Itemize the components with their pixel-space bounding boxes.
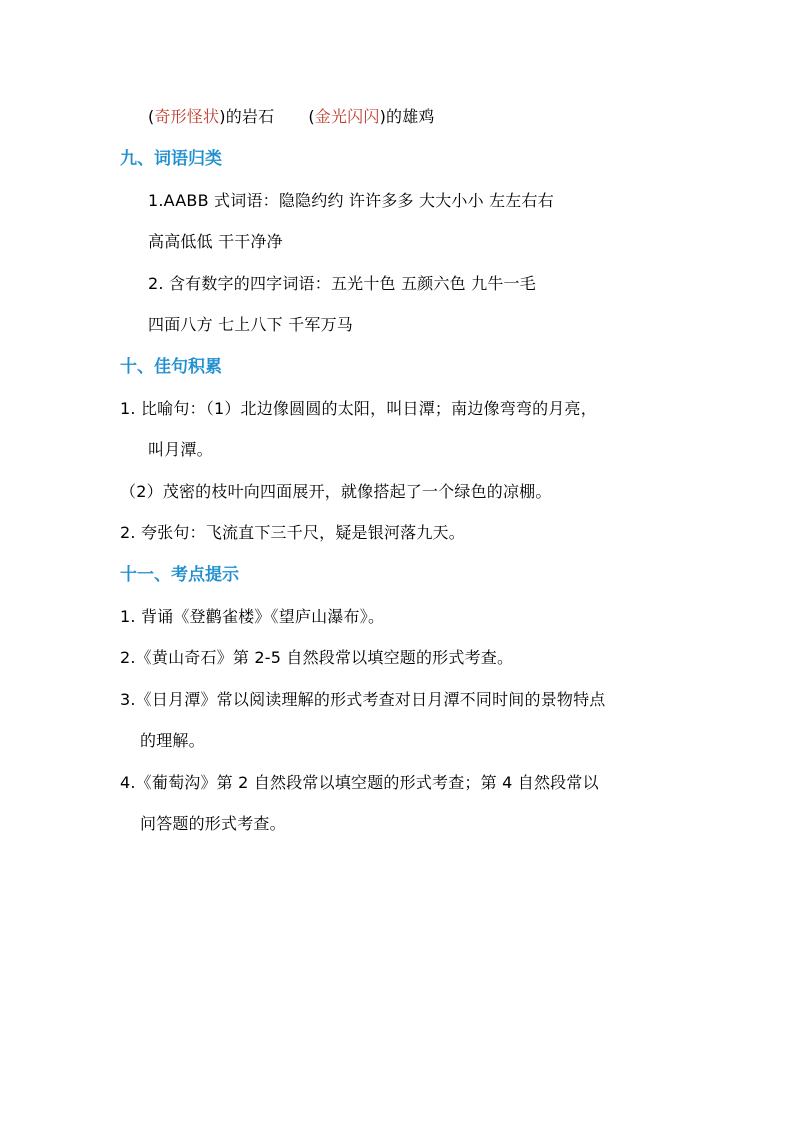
section-10-heading: 十、佳句积累: [120, 357, 222, 377]
section-10-line-2: 叫月潭。: [148, 440, 213, 459]
section-9-line-4: 四面八方 七上八下 千军万马: [148, 315, 353, 334]
section-11-line-2: 2.《黄山奇石》第 2-5 自然段常以填空题的形式考查。: [120, 648, 514, 667]
section-9-heading: 九、词语归类: [120, 149, 222, 169]
section-11-line-4: 的理解。: [140, 731, 205, 750]
section-10-line-4: 2. 夸张句：飞流直下三千尺，疑是银河落九天。: [120, 523, 465, 542]
answer-word-1: 奇形怪状: [154, 107, 220, 126]
section-9-line-3: 2. 含有数字的四字词语：五光十色 五颜六色 九牛一毛: [148, 274, 536, 293]
paren-open-1: (: [148, 107, 155, 126]
section-9-line-1: 1.AABB 式词语：隐隐约约 许许多多 大大小小 左左右右: [148, 191, 554, 210]
section-11-line-1: 1. 背诵《登鹳雀楼》《望庐山瀑布》。: [120, 607, 385, 626]
section-11-line-5: 4.《葡萄沟》第 2 自然段常以填空题的形式考查；第 4 自然段常以: [120, 773, 599, 792]
paren-open-2: (: [308, 107, 315, 126]
section-10-line-1: 1. 比喻句：（1）北边像圆圆的太阳，叫日潭；南边像弯弯的月亮，: [120, 399, 597, 418]
fill-blank-phrases-line: [148, 106, 435, 128]
section-11-heading: 十一、考点提示: [120, 565, 239, 585]
phrase-tail-1: )的岩石: [219, 107, 275, 126]
section-11-line-3: 3.《日月潭》常以阅读理解的形式考查对日月潭不同时间的景物特点: [120, 690, 606, 709]
section-11-line-6: 问答题的形式考查。: [140, 814, 286, 833]
answer-word-2: 金光闪闪: [314, 107, 380, 126]
phrase-tail-2: )的雄鸡: [379, 107, 435, 126]
section-9-line-2: 高高低低 干干净净: [148, 232, 283, 251]
section-10-line-3: （2）茂密的枝叶向四面展开，就像搭起了一个绿色的凉棚。: [120, 482, 552, 501]
